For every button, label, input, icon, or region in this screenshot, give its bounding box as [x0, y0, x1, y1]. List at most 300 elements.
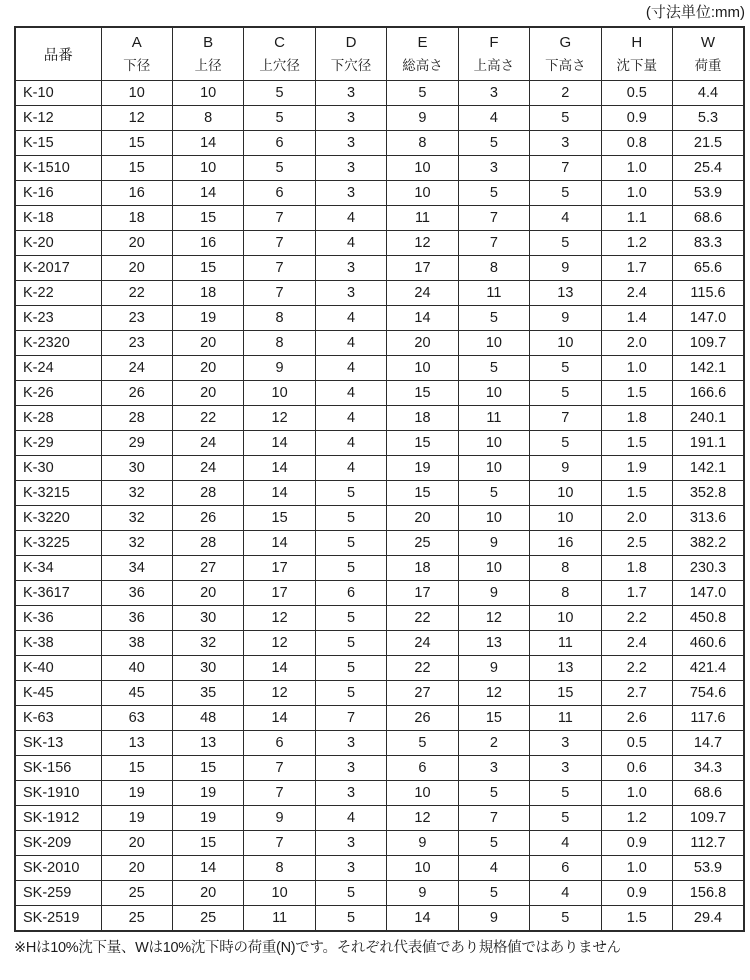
part-number-cell: K-2320 — [15, 331, 101, 356]
value-cell: 15 — [244, 506, 315, 531]
value-cell: 2.2 — [601, 606, 672, 631]
value-cell: 29.4 — [673, 906, 745, 932]
table-row — [15, 81, 744, 106]
part-number-cell: K-3215 — [15, 481, 101, 506]
value-cell: 12 — [387, 806, 458, 831]
value-cell: 5 — [244, 106, 315, 131]
part-number-cell: K-36 — [15, 606, 101, 631]
value-cell: 7 — [244, 831, 315, 856]
value-cell: 4 — [315, 206, 386, 231]
value-cell: 9 — [458, 581, 529, 606]
value-cell: 13 — [530, 656, 601, 681]
value-cell: 1.5 — [601, 481, 672, 506]
value-cell: 5 — [530, 181, 601, 206]
value-cell: 27 — [387, 681, 458, 706]
value-cell: 9 — [458, 531, 529, 556]
value-cell: 4.4 — [673, 81, 745, 106]
table-row — [15, 131, 744, 156]
value-cell: 12 — [458, 606, 529, 631]
value-cell: 65.6 — [673, 256, 745, 281]
value-cell: 23 — [101, 306, 172, 331]
col-letter: G — [559, 34, 572, 51]
table-row — [15, 731, 744, 756]
col-header-D — [315, 27, 386, 81]
value-cell: 4 — [458, 106, 529, 131]
value-cell: 17 — [387, 256, 458, 281]
table-row — [15, 431, 744, 456]
table-row — [15, 856, 744, 881]
value-cell: 7 — [458, 806, 529, 831]
value-cell: 9 — [244, 806, 315, 831]
col-label: 上径 — [194, 58, 222, 73]
col-letter: F — [489, 34, 499, 51]
value-cell: 4 — [315, 231, 386, 256]
value-cell: 10 — [101, 81, 172, 106]
value-cell: 12 — [101, 106, 172, 131]
value-cell: 53.9 — [673, 181, 745, 206]
value-cell: 0.9 — [601, 881, 672, 906]
value-cell: 2.4 — [601, 631, 672, 656]
part-number-cell: K-20 — [15, 231, 101, 256]
value-cell: 14 — [244, 481, 315, 506]
value-cell: 0.6 — [601, 756, 672, 781]
value-cell: 32 — [101, 531, 172, 556]
value-cell: 4 — [315, 306, 386, 331]
value-cell: 1.2 — [601, 231, 672, 256]
value-cell: 5 — [315, 906, 386, 932]
value-cell: 18 — [172, 281, 243, 306]
value-cell: 17 — [244, 556, 315, 581]
value-cell: 352.8 — [673, 481, 745, 506]
value-cell: 4 — [315, 456, 386, 481]
value-cell: 9 — [387, 106, 458, 131]
value-cell: 23 — [101, 331, 172, 356]
part-number-cell: K-34 — [15, 556, 101, 581]
value-cell: 6 — [530, 856, 601, 881]
value-cell: 382.2 — [673, 531, 745, 556]
part-number-cell: K-30 — [15, 456, 101, 481]
table-row — [15, 581, 744, 606]
value-cell: 5 — [315, 481, 386, 506]
value-cell: 9 — [530, 456, 601, 481]
value-cell: 16 — [101, 181, 172, 206]
value-cell: 10 — [387, 181, 458, 206]
value-cell: 1.8 — [601, 556, 672, 581]
value-cell: 3 — [315, 281, 386, 306]
value-cell: 450.8 — [673, 606, 745, 631]
value-cell: 7 — [244, 756, 315, 781]
value-cell: 6 — [244, 181, 315, 206]
value-cell: 1.7 — [601, 581, 672, 606]
value-cell: 6 — [244, 131, 315, 156]
value-cell: 30 — [101, 456, 172, 481]
part-number-cell: K-26 — [15, 381, 101, 406]
value-cell: 109.7 — [673, 806, 745, 831]
value-cell: 10 — [458, 506, 529, 531]
value-cell: 8 — [244, 856, 315, 881]
part-number-cell: K-63 — [15, 706, 101, 731]
value-cell: 48 — [172, 706, 243, 731]
col-header-H — [601, 27, 672, 81]
col-header-A — [101, 27, 172, 81]
value-cell: 3 — [315, 131, 386, 156]
value-cell: 0.9 — [601, 831, 672, 856]
value-cell: 15 — [101, 156, 172, 181]
value-cell: 147.0 — [673, 306, 745, 331]
table-row — [15, 781, 744, 806]
value-cell: 10 — [387, 156, 458, 181]
value-cell: 3 — [458, 81, 529, 106]
col-letter: A — [131, 34, 142, 51]
value-cell: 25.4 — [673, 156, 745, 181]
value-cell: 3 — [315, 181, 386, 206]
table-header — [15, 27, 744, 81]
value-cell: 11 — [458, 281, 529, 306]
value-cell: 63 — [101, 706, 172, 731]
value-cell: 10 — [172, 156, 243, 181]
value-cell: 28 — [101, 406, 172, 431]
value-cell: 1.0 — [601, 856, 672, 881]
value-cell: 34 — [101, 556, 172, 581]
value-cell: 19 — [172, 781, 243, 806]
part-number-cell: K-15 — [15, 131, 101, 156]
value-cell: 3 — [315, 156, 386, 181]
value-cell: 12 — [244, 406, 315, 431]
value-cell: 8 — [530, 556, 601, 581]
value-cell: 3 — [315, 856, 386, 881]
value-cell: 3 — [315, 81, 386, 106]
value-cell: 4 — [530, 881, 601, 906]
value-cell: 9 — [387, 881, 458, 906]
col-header-B — [172, 27, 243, 81]
value-cell: 34.3 — [673, 756, 745, 781]
col-letter: W — [700, 34, 716, 51]
value-cell: 24 — [172, 456, 243, 481]
part-number-cell: K-18 — [15, 206, 101, 231]
value-cell: 5 — [244, 156, 315, 181]
part-number-cell: K-1510 — [15, 156, 101, 181]
value-cell: 142.1 — [673, 356, 745, 381]
value-cell: 0.5 — [601, 81, 672, 106]
part-number-cell: K-24 — [15, 356, 101, 381]
value-cell: 1.1 — [601, 206, 672, 231]
table-row — [15, 306, 744, 331]
value-cell: 2.4 — [601, 281, 672, 306]
part-number-cell: K-16 — [15, 181, 101, 206]
value-cell: 14 — [172, 856, 243, 881]
value-cell: 3 — [530, 131, 601, 156]
value-cell: 20 — [387, 331, 458, 356]
value-cell: 38 — [101, 631, 172, 656]
unit-note: (寸法単位:mm) — [645, 4, 745, 21]
value-cell: 3 — [315, 106, 386, 131]
value-cell: 12 — [458, 681, 529, 706]
spec-table — [14, 26, 745, 932]
table-row — [15, 381, 744, 406]
value-cell: 2.5 — [601, 531, 672, 556]
value-cell: 5 — [315, 656, 386, 681]
table-row — [15, 156, 744, 181]
value-cell: 24 — [387, 281, 458, 306]
value-cell: 19 — [101, 806, 172, 831]
table-row — [15, 881, 744, 906]
value-cell: 5 — [458, 781, 529, 806]
table-row — [15, 531, 744, 556]
value-cell: 12 — [244, 631, 315, 656]
value-cell: 5 — [530, 106, 601, 131]
value-cell: 7 — [458, 206, 529, 231]
value-cell: 4 — [315, 331, 386, 356]
value-cell: 10 — [387, 356, 458, 381]
value-cell: 14 — [387, 906, 458, 932]
table-row — [15, 631, 744, 656]
value-cell: 25 — [172, 906, 243, 932]
value-cell: 12 — [387, 231, 458, 256]
value-cell: 20 — [172, 581, 243, 606]
value-cell: 8 — [244, 331, 315, 356]
value-cell: 15 — [172, 756, 243, 781]
value-cell: 4 — [315, 806, 386, 831]
value-cell: 8 — [458, 256, 529, 281]
value-cell: 10 — [458, 431, 529, 456]
value-cell: 22 — [172, 406, 243, 431]
part-number-cell: K-23 — [15, 306, 101, 331]
value-cell: 19 — [387, 456, 458, 481]
value-cell: 15 — [387, 381, 458, 406]
value-cell: 1.8 — [601, 406, 672, 431]
value-cell: 19 — [172, 806, 243, 831]
value-cell: 460.6 — [673, 631, 745, 656]
table-row — [15, 906, 744, 932]
value-cell: 15 — [101, 756, 172, 781]
value-cell: 15 — [172, 831, 243, 856]
part-number-cell: K-3225 — [15, 531, 101, 556]
value-cell: 14 — [172, 131, 243, 156]
value-cell: 0.9 — [601, 106, 672, 131]
value-cell: 15 — [172, 256, 243, 281]
value-cell: 10 — [172, 81, 243, 106]
part-number-cell: SK-2519 — [15, 906, 101, 932]
table-row — [15, 206, 744, 231]
value-cell: 12 — [244, 681, 315, 706]
value-cell: 25 — [101, 906, 172, 932]
value-cell: 421.4 — [673, 656, 745, 681]
value-cell: 10 — [530, 606, 601, 631]
value-cell: 14 — [244, 456, 315, 481]
value-cell: 5 — [315, 506, 386, 531]
value-cell: 19 — [172, 306, 243, 331]
table-row — [15, 406, 744, 431]
value-cell: 9 — [530, 306, 601, 331]
value-cell: 6 — [387, 756, 458, 781]
value-cell: 7 — [244, 781, 315, 806]
table-row — [15, 231, 744, 256]
value-cell: 5 — [530, 431, 601, 456]
table-row — [15, 456, 744, 481]
value-cell: 5.3 — [673, 106, 745, 131]
value-cell: 9 — [530, 256, 601, 281]
value-cell: 9 — [244, 356, 315, 381]
part-number-cell: SK-209 — [15, 831, 101, 856]
value-cell: 11 — [458, 406, 529, 431]
part-number-cell: K-12 — [15, 106, 101, 131]
part-number-cell: K-3220 — [15, 506, 101, 531]
value-cell: 5 — [530, 806, 601, 831]
value-cell: 1.5 — [601, 906, 672, 932]
value-cell: 5 — [458, 831, 529, 856]
value-cell: 10 — [387, 781, 458, 806]
value-cell: 2.7 — [601, 681, 672, 706]
value-cell: 36 — [101, 581, 172, 606]
table-row — [15, 556, 744, 581]
value-cell: 15 — [387, 481, 458, 506]
value-cell: 27 — [172, 556, 243, 581]
value-cell: 16 — [530, 531, 601, 556]
part-number-cell: K-38 — [15, 631, 101, 656]
value-cell: 20 — [101, 231, 172, 256]
col-label: 下穴径 — [330, 58, 372, 73]
value-cell: 22 — [387, 606, 458, 631]
part-number-cell: SK-156 — [15, 756, 101, 781]
table-row — [15, 831, 744, 856]
value-cell: 45 — [101, 681, 172, 706]
value-cell: 11 — [387, 206, 458, 231]
table-row — [15, 281, 744, 306]
value-cell: 5 — [458, 481, 529, 506]
value-cell: 28 — [172, 481, 243, 506]
value-cell: 4 — [315, 381, 386, 406]
value-cell: 5 — [530, 906, 601, 932]
value-cell: 15 — [172, 206, 243, 231]
value-cell: 5 — [315, 881, 386, 906]
value-cell: 15 — [101, 131, 172, 156]
value-cell: 112.7 — [673, 831, 745, 856]
value-cell: 10 — [244, 881, 315, 906]
value-cell: 754.6 — [673, 681, 745, 706]
value-cell: 3 — [458, 756, 529, 781]
value-cell: 14 — [244, 706, 315, 731]
value-cell: 3 — [315, 756, 386, 781]
col-header-G — [530, 27, 601, 81]
value-cell: 8 — [530, 581, 601, 606]
value-cell: 10 — [244, 381, 315, 406]
value-cell: 3 — [315, 731, 386, 756]
value-cell: 3 — [458, 156, 529, 181]
value-cell: 5 — [387, 81, 458, 106]
col-letter: E — [417, 34, 428, 51]
value-cell: 4 — [315, 431, 386, 456]
value-cell: 5 — [530, 356, 601, 381]
value-cell: 20 — [101, 256, 172, 281]
value-cell: 18 — [101, 206, 172, 231]
value-cell: 53.9 — [673, 856, 745, 881]
value-cell: 3 — [315, 781, 386, 806]
value-cell: 14 — [172, 181, 243, 206]
value-cell: 14 — [244, 431, 315, 456]
value-cell: 4 — [315, 356, 386, 381]
value-cell: 4 — [315, 406, 386, 431]
col-header-E — [387, 27, 458, 81]
value-cell: 109.7 — [673, 331, 745, 356]
value-cell: 13 — [172, 731, 243, 756]
value-cell: 147.0 — [673, 581, 745, 606]
value-cell: 32 — [101, 506, 172, 531]
table-row — [15, 656, 744, 681]
value-cell: 5 — [458, 181, 529, 206]
value-cell: 9 — [387, 831, 458, 856]
part-number-cell: SK-2010 — [15, 856, 101, 881]
value-cell: 21.5 — [673, 131, 745, 156]
value-cell: 5 — [387, 731, 458, 756]
value-cell: 1.0 — [601, 781, 672, 806]
value-cell: 25 — [101, 881, 172, 906]
value-cell: 26 — [101, 381, 172, 406]
value-cell: 68.6 — [673, 206, 745, 231]
value-cell: 5 — [458, 306, 529, 331]
part-number-cell: K-45 — [15, 681, 101, 706]
value-cell: 10 — [458, 381, 529, 406]
value-cell: 12 — [244, 606, 315, 631]
value-cell: 40 — [101, 656, 172, 681]
table-row — [15, 681, 744, 706]
value-cell: 7 — [530, 156, 601, 181]
value-cell: 5 — [530, 381, 601, 406]
value-cell: 1.0 — [601, 181, 672, 206]
part-number-cell: SK-1910 — [15, 781, 101, 806]
col-label: 下高さ — [545, 58, 586, 73]
value-cell: 5 — [244, 81, 315, 106]
value-cell: 0.8 — [601, 131, 672, 156]
value-cell: 11 — [244, 906, 315, 932]
table-row — [15, 106, 744, 131]
value-cell: 1.5 — [601, 381, 672, 406]
value-cell: 2.2 — [601, 656, 672, 681]
value-cell: 24 — [172, 431, 243, 456]
col-letter: C — [274, 34, 286, 51]
value-cell: 5 — [315, 631, 386, 656]
value-cell: 8 — [387, 131, 458, 156]
value-cell: 20 — [101, 831, 172, 856]
part-number-cell: K-3617 — [15, 581, 101, 606]
table-row — [15, 256, 744, 281]
value-cell: 20 — [387, 506, 458, 531]
value-cell: 2 — [530, 81, 601, 106]
value-cell: 10 — [530, 506, 601, 531]
value-cell: 166.6 — [673, 381, 745, 406]
value-cell: 1.9 — [601, 456, 672, 481]
value-cell: 5 — [315, 606, 386, 631]
value-cell: 4 — [530, 831, 601, 856]
value-cell: 9 — [458, 656, 529, 681]
value-cell: 22 — [101, 281, 172, 306]
table-row — [15, 181, 744, 206]
value-cell: 1.7 — [601, 256, 672, 281]
part-number-cell: SK-1912 — [15, 806, 101, 831]
value-cell: 3 — [315, 256, 386, 281]
value-cell: 20 — [172, 356, 243, 381]
col-letter: D — [345, 34, 357, 51]
table-row — [15, 506, 744, 531]
value-cell: 5 — [530, 781, 601, 806]
value-cell: 83.3 — [673, 231, 745, 256]
col-header-part-number: 品番 — [15, 27, 101, 81]
value-cell: 3 — [530, 756, 601, 781]
value-cell: 13 — [101, 731, 172, 756]
value-cell: 10 — [530, 331, 601, 356]
value-cell: 30 — [172, 656, 243, 681]
part-number-cell: SK-13 — [15, 731, 101, 756]
value-cell: 35 — [172, 681, 243, 706]
